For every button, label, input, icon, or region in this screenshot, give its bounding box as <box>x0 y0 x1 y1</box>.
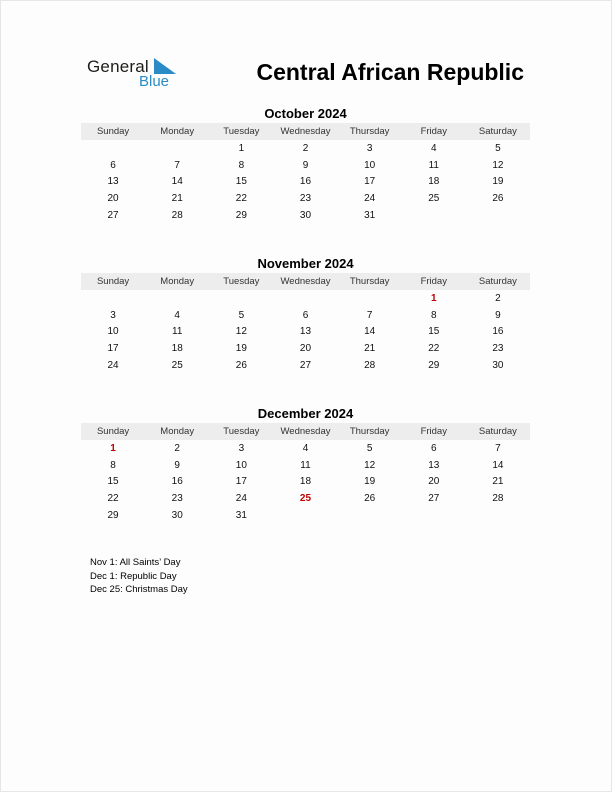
month-calendar-october <box>81 105 530 223</box>
day-cell: 9 <box>174 459 180 471</box>
day-cell: 21 <box>364 342 376 354</box>
week-row <box>81 157 530 174</box>
month-calendar-december <box>81 405 530 523</box>
weekday-label: Tuesday <box>223 276 260 287</box>
calendar-grid <box>81 290 530 373</box>
day-cell: 20 <box>428 476 440 488</box>
day-cell: 14 <box>364 326 376 338</box>
day-cell: 19 <box>492 176 504 188</box>
day-cell: 18 <box>171 342 183 354</box>
weekday-label: Monday <box>160 126 195 137</box>
day-cell: 13 <box>428 459 440 471</box>
day-cell: 12 <box>492 159 504 171</box>
day-cell: 11 <box>300 459 311 471</box>
day-cell: 10 <box>107 326 119 338</box>
day-cell: 22 <box>107 492 119 504</box>
week-row <box>81 473 530 490</box>
day-cell: 2 <box>302 142 309 154</box>
day-cell: 22 <box>428 342 440 354</box>
day-cell: 1 <box>430 292 437 304</box>
day-cell: 2 <box>174 442 180 454</box>
week-row <box>81 457 530 474</box>
day-cell: 28 <box>171 209 183 221</box>
logo-text-blue: Blue <box>139 73 170 90</box>
day-cell: 8 <box>110 459 116 471</box>
day-cell: 13 <box>107 176 119 188</box>
holiday-note: Nov 1: All Saints’ Day <box>90 557 181 568</box>
day-cell: 1 <box>110 442 116 454</box>
day-cell: 10 <box>235 459 247 471</box>
day-cell: 26 <box>492 192 504 204</box>
day-cell: 23 <box>171 492 183 504</box>
weekday-label: Wednesday <box>280 276 331 287</box>
day-cell: 1 <box>238 142 245 154</box>
day-cell: 16 <box>492 326 504 338</box>
weekday-label: Monday <box>160 426 195 437</box>
day-cell: 9 <box>302 159 309 171</box>
week-row <box>81 340 530 357</box>
day-cell: 16 <box>299 176 312 188</box>
day-cell: 2 <box>495 292 501 304</box>
day-cell: 22 <box>235 192 247 204</box>
week-row <box>81 357 530 374</box>
week-row <box>81 207 530 224</box>
weekday-label: Tuesday <box>223 426 260 437</box>
day-cell: 24 <box>107 359 119 371</box>
week-row <box>81 323 530 340</box>
day-cell: 23 <box>492 342 504 354</box>
day-cell: 7 <box>366 309 373 321</box>
day-cell: 4 <box>174 309 180 321</box>
week-row <box>81 440 530 457</box>
weekday-label: Sunday <box>96 276 130 287</box>
week-row <box>81 307 530 324</box>
weekday-label: Thursday <box>349 426 390 437</box>
holiday-notes <box>90 556 188 597</box>
day-cell: 28 <box>492 492 504 504</box>
day-cell: 17 <box>235 476 247 488</box>
weekday-label: Tuesday <box>223 126 260 137</box>
day-cell: 9 <box>495 309 501 321</box>
day-cell: 20 <box>107 192 119 204</box>
day-cell: 20 <box>299 342 312 354</box>
weekday-label: Thursday <box>349 276 390 287</box>
weekday-label: Thursday <box>349 126 390 137</box>
page-title: Central African Republic <box>256 59 524 85</box>
month-title: November 2024 <box>257 256 354 271</box>
weekday-label: Wednesday <box>280 426 331 437</box>
day-cell: 25 <box>428 192 440 204</box>
day-cell: 8 <box>238 159 245 171</box>
weekday-label: Saturday <box>478 126 517 137</box>
day-cell: 17 <box>364 176 376 188</box>
weekday-label: Monday <box>160 276 195 287</box>
day-cell: 19 <box>235 342 247 354</box>
day-cell: 24 <box>364 192 376 204</box>
day-cell: 12 <box>364 459 376 471</box>
day-cell: 18 <box>299 476 312 488</box>
day-cell: 14 <box>171 176 183 188</box>
weekday-header <box>81 123 530 140</box>
logo-triangle-icon <box>154 58 176 74</box>
day-cell: 8 <box>430 309 437 321</box>
month-title: December 2024 <box>257 406 354 421</box>
day-cell: 3 <box>238 442 245 454</box>
day-cell: 27 <box>107 209 119 221</box>
week-row <box>81 490 530 507</box>
day-cell: 25 <box>171 359 183 371</box>
weekday-label: Friday <box>420 126 447 137</box>
day-cell: 6 <box>302 309 309 321</box>
day-cell: 29 <box>235 209 247 221</box>
day-cell: 21 <box>492 476 504 488</box>
day-cell: 27 <box>299 359 312 371</box>
day-cell: 29 <box>107 509 119 521</box>
day-cell: 15 <box>235 176 247 188</box>
weekday-label: Saturday <box>478 426 517 437</box>
day-cell: 3 <box>110 309 116 321</box>
day-cell: 29 <box>428 359 440 371</box>
day-cell: 14 <box>492 459 504 471</box>
weekday-label: Friday <box>420 426 447 437</box>
day-cell: 27 <box>428 492 440 504</box>
week-row <box>81 173 530 190</box>
day-cell: 24 <box>235 492 247 504</box>
day-cell: 16 <box>171 476 183 488</box>
holiday-note: Dec 1: Republic Day <box>90 570 177 582</box>
holiday-note: Dec 25: Christmas Day <box>90 584 188 595</box>
weekday-label: Sunday <box>96 426 130 437</box>
day-cell: 17 <box>107 342 119 354</box>
day-cell: 26 <box>364 492 376 504</box>
day-cell: 28 <box>364 359 376 371</box>
day-cell: 10 <box>364 159 376 171</box>
generalblue-logo <box>87 56 187 92</box>
day-cell: 30 <box>299 209 312 221</box>
day-cell: 25 <box>299 492 312 504</box>
week-row <box>81 290 530 307</box>
week-row <box>81 190 530 207</box>
week-row <box>81 140 530 157</box>
day-cell: 5 <box>495 142 501 154</box>
day-cell: 15 <box>107 476 119 488</box>
weekday-label: Sunday <box>96 126 130 137</box>
day-cell: 30 <box>492 359 504 371</box>
day-cell: 4 <box>302 442 309 454</box>
calendar-grid <box>81 440 530 523</box>
day-cell: 19 <box>364 476 376 488</box>
day-cell: 6 <box>110 159 116 171</box>
weekday-header <box>81 423 530 440</box>
day-cell: 7 <box>495 442 501 454</box>
weekday-label: Friday <box>420 276 447 287</box>
day-cell: 7 <box>174 159 180 171</box>
day-cell: 11 <box>428 159 439 171</box>
day-cell: 21 <box>171 192 183 204</box>
day-cell: 26 <box>235 359 247 371</box>
day-cell: 30 <box>171 509 183 521</box>
day-cell: 23 <box>299 192 312 204</box>
calendar-grid <box>81 140 530 223</box>
month-calendar-november <box>81 255 530 373</box>
logo-text-general: General <box>87 57 149 76</box>
week-row <box>81 507 530 524</box>
weekday-label: Saturday <box>478 276 517 287</box>
day-cell: 31 <box>364 209 376 221</box>
day-cell: 18 <box>428 176 440 188</box>
month-title: October 2024 <box>264 106 347 121</box>
day-cell: 12 <box>235 326 247 338</box>
day-cell: 31 <box>235 509 247 521</box>
weekday-label: Wednesday <box>280 126 331 137</box>
day-cell: 15 <box>428 326 440 338</box>
day-cell: 6 <box>430 442 437 454</box>
day-cell: 3 <box>366 142 373 154</box>
day-cell: 4 <box>430 142 437 154</box>
day-cell: 5 <box>366 442 373 454</box>
day-cell: 5 <box>238 309 245 321</box>
weekday-header <box>81 273 530 290</box>
day-cell: 13 <box>299 326 312 338</box>
day-cell: 11 <box>172 326 183 338</box>
